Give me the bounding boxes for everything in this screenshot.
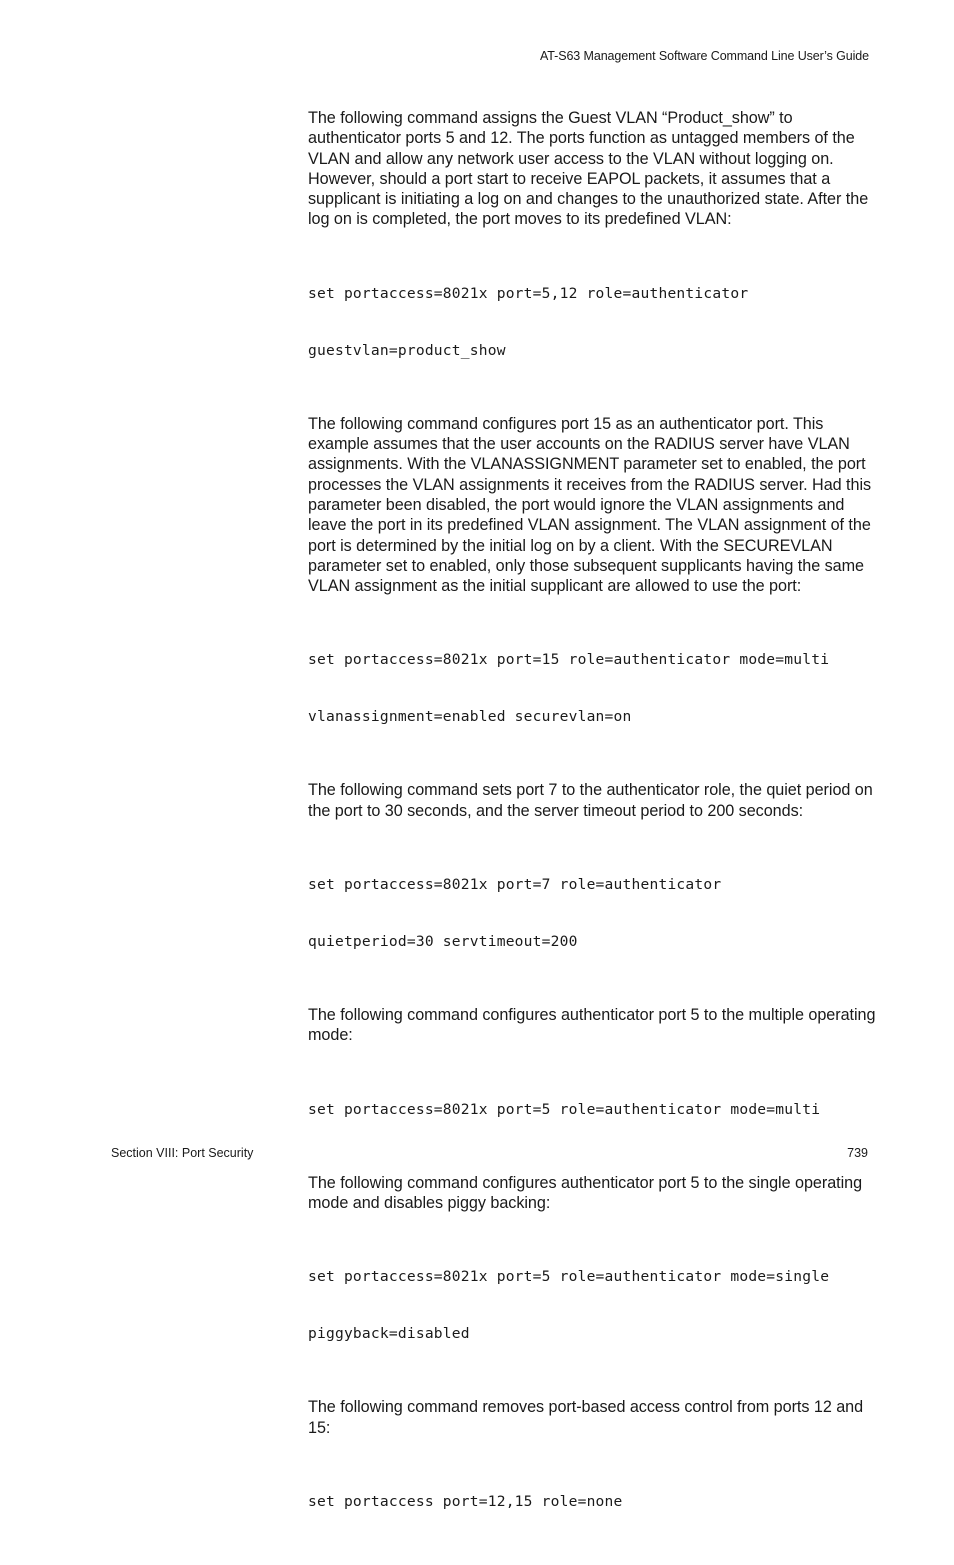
code-example-guest-vlan — [308, 246, 878, 398]
code-line: quietperiod=30 servtimeout=200 — [308, 933, 578, 951]
code-example-vlan-assignment — [308, 612, 878, 764]
code-line: set portaccess=8021x port=5 role=authenticator mode=multi — [308, 1100, 821, 1118]
code-line: set portaccess=8021x port=7 role=authenticator — [308, 876, 722, 894]
footer-section-title: Section VIII: Port Security — [111, 1146, 254, 1160]
main-content — [308, 108, 878, 1565]
code-example-multiple-mode — [308, 1062, 878, 1157]
code-line: set portaccess=8021x port=5,12 role=authenticator — [308, 284, 749, 302]
code-line: set portaccess=8021x port=15 role=authenticator mode=multi — [308, 651, 830, 669]
code-example-remove-access — [308, 1454, 878, 1549]
paragraph-vlan-assignment: The following command configures port 15 as an authenticator port. This example assumes that the user accounts on the RADIUS server have VLAN assignments. With the VLANASSIGNMENT parameter set to enabled, the port processes the VLAN assignments it receives from the RADIUS server. Had this parameter been disabled, the port would ignore the VLAN assignments and leave the port in its predefined VLAN assignment. The VLAN assignment of the port is determined by the initial log on by a client. With the SECUREVLAN parameter set to enabled, only those subsequent supplicants having the same VLAN assignment as the initial supplicant are allowed to use the port: — [308, 414, 872, 596]
paragraph-guest-vlan: The following command assigns the Guest VLAN “Product_show” to authenticator ports 5 and 12. The ports function as untagged members of the VLAN and allow any network user access to the VLAN without logging on. However, should a port start to receive EAPOL packets, it assumes that a supplicant is initiating a log on and changes to the unauthorized state. After the log on is completed, the port moves to its predefined VLAN: — [308, 109, 869, 229]
code-example-single-mode — [308, 1229, 878, 1381]
code-line: vlanassignment=enabled securevlan=on — [308, 708, 632, 726]
running-header: AT-S63 Management Software Command Line User’s Guide — [540, 49, 869, 63]
paragraph-quiet-period: The following command sets port 7 to the authenticator role, the quiet period on the port to 30 seconds, and the server timeout period to 200 seconds: — [308, 781, 873, 820]
code-line: guestvlan=product_show — [308, 341, 506, 359]
code-line: set portaccess port=12,15 role=none — [308, 1492, 623, 1510]
code-line: piggyback=disabled — [308, 1325, 470, 1343]
code-example-quiet-period — [308, 837, 878, 989]
footer-page-number: 739 — [847, 1146, 868, 1160]
paragraph-remove-access: The following command removes port-based access control from ports 12 and 15: — [308, 1398, 864, 1437]
paragraph-multiple-mode: The following command configures authenticator port 5 to the multiple operating mode: — [308, 1006, 876, 1045]
code-line: set portaccess=8021x port=5 role=authenticator mode=single — [308, 1268, 830, 1286]
paragraph-single-mode: The following command configures authenticator port 5 to the single operating mode and disables piggy backing: — [308, 1173, 863, 1212]
